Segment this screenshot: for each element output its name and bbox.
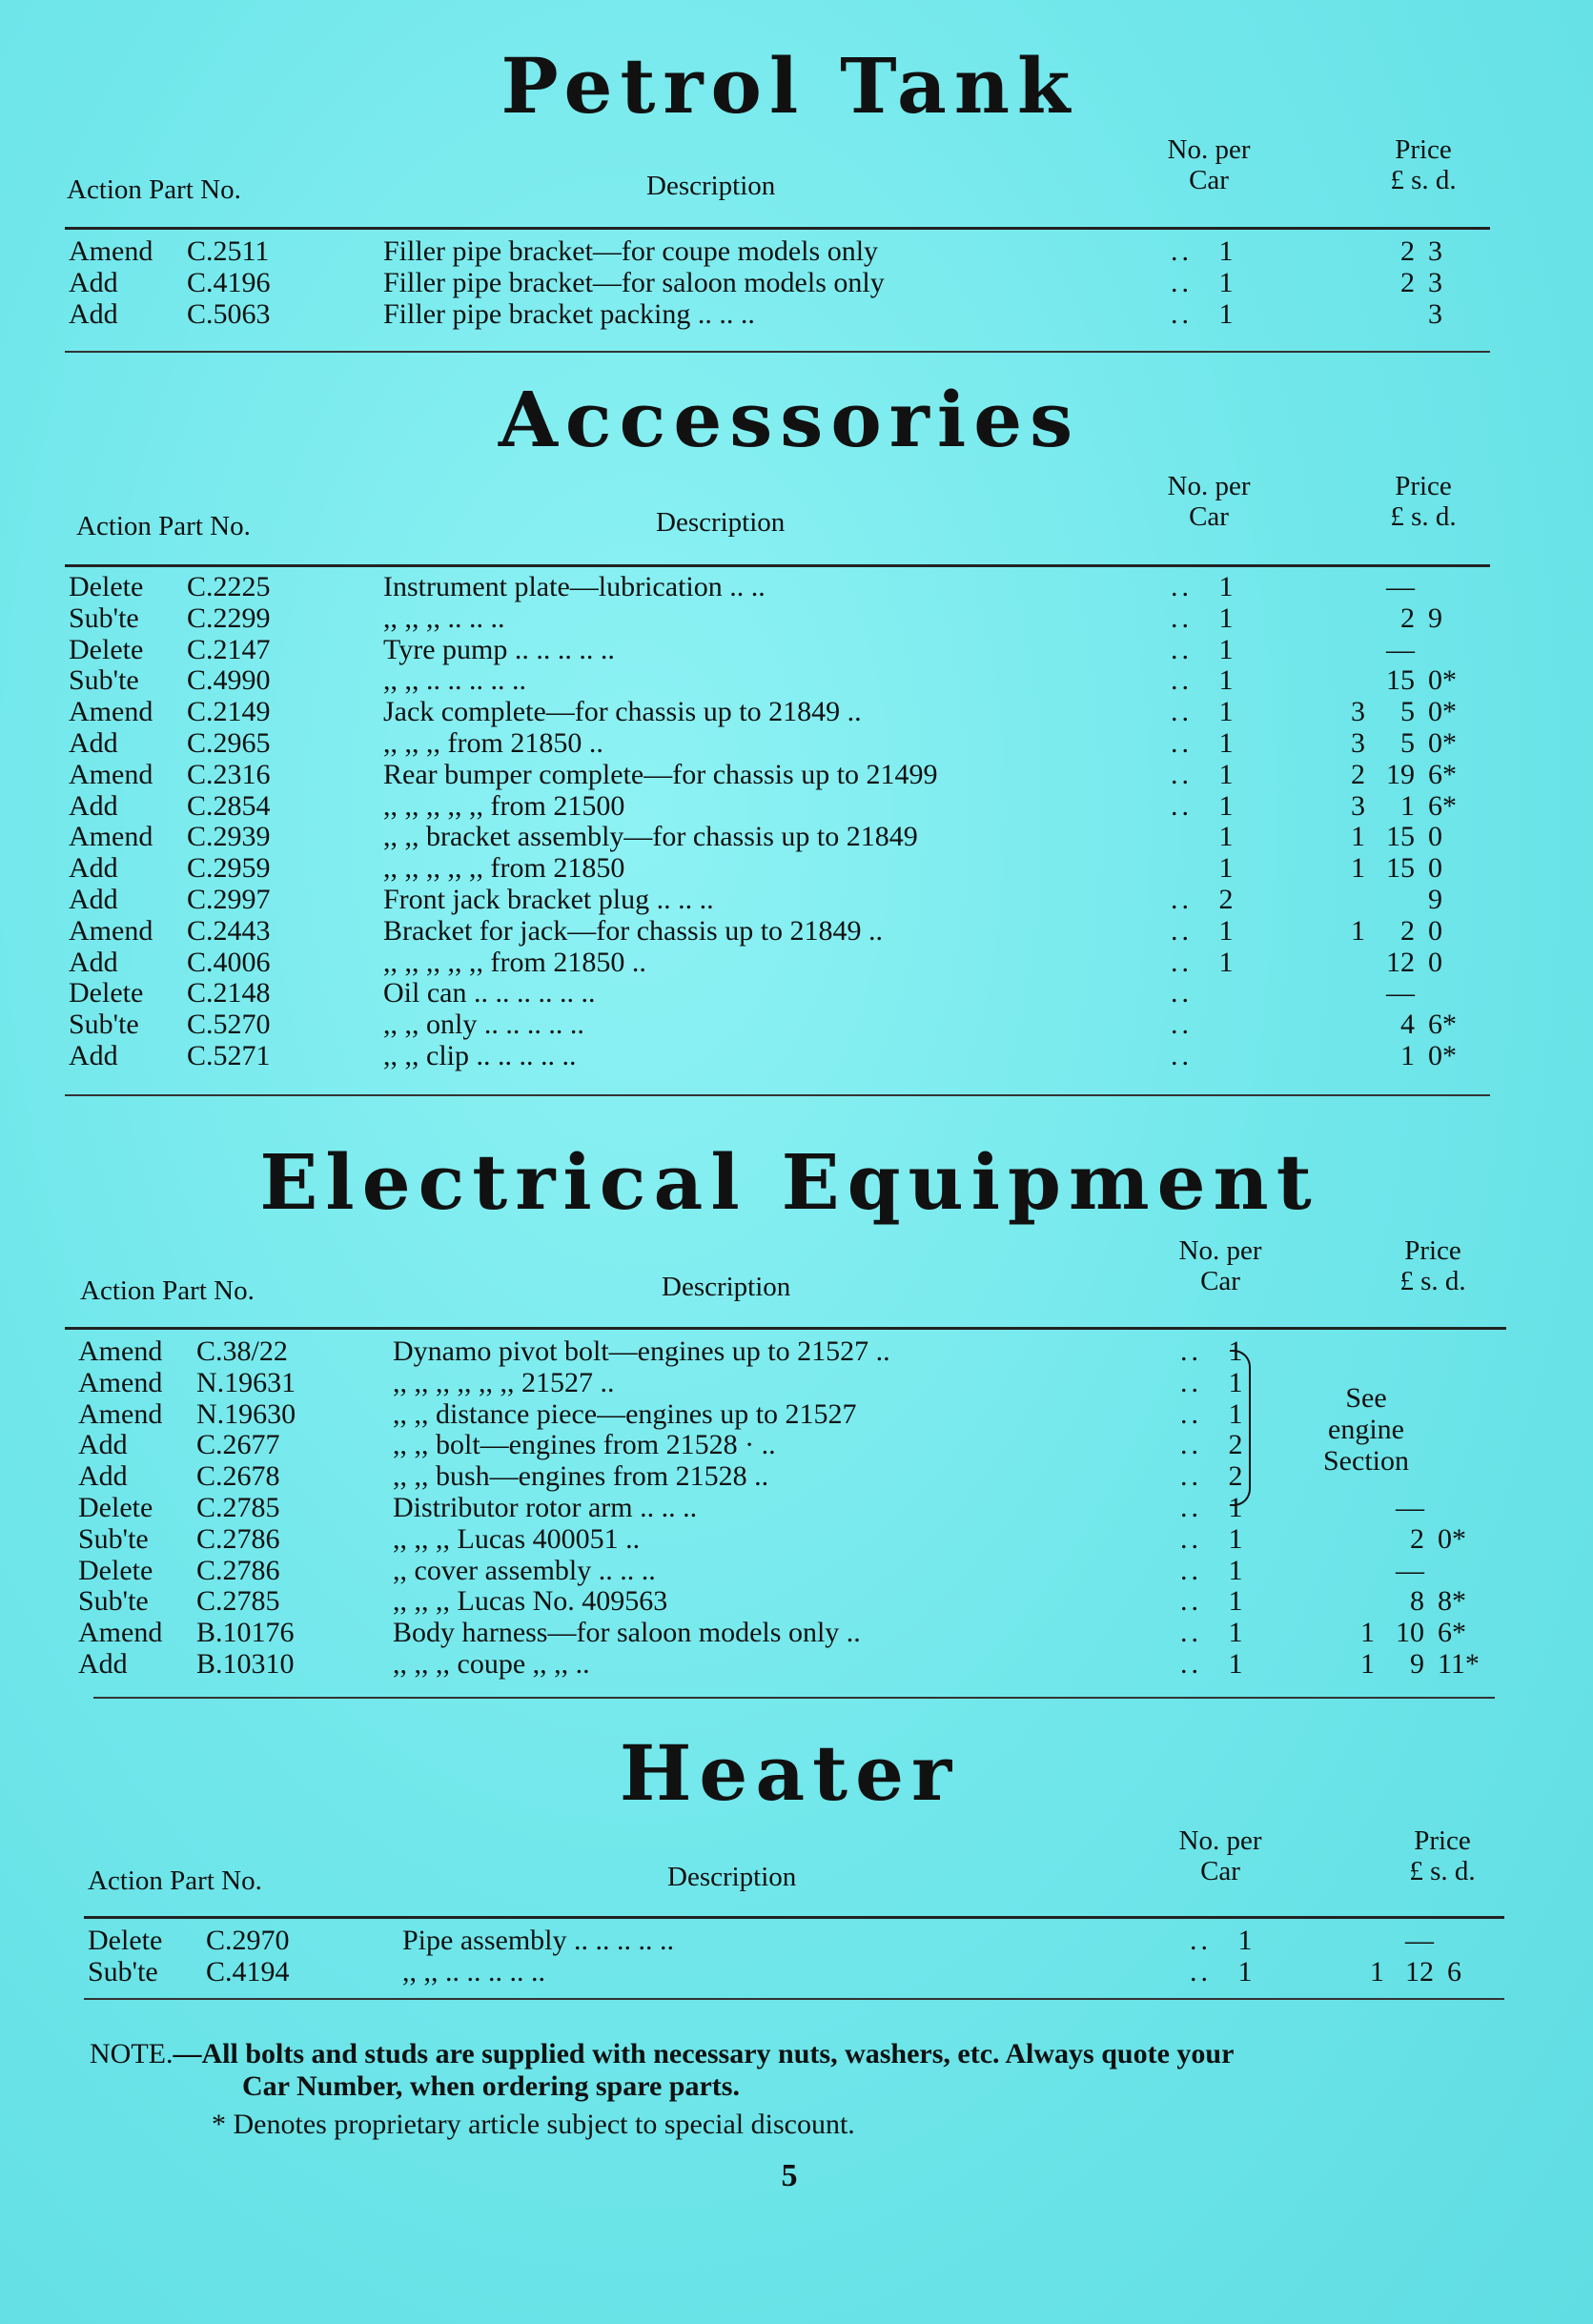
description-cell: ,, ,, ,, Lucas 400051 .. [393,1522,641,1555]
header-description: Description [667,1862,797,1892]
price-shillings-cell: 15 [1386,852,1415,885]
header-description: Description [662,1272,791,1302]
action-cell: Add [69,266,118,298]
page-number: 5 [781,2158,798,2193]
action-cell: Amend [69,696,153,728]
leader-dots: .. [1171,571,1193,602]
table-row [65,885,1514,916]
table-row [65,603,1514,635]
part-number-cell: C.2316 [187,758,271,790]
leader-dots: .. [1180,1585,1202,1618]
leader-dots: .. [1171,883,1193,915]
section-accessories [65,375,1514,1144]
header-description: Description [646,171,776,201]
action-cell: Delete [69,571,144,602]
table-row [65,760,1514,791]
price-pence-cell: 6 [1447,1955,1461,1988]
description-cell: ,, ,, distance piece—engines up to 21527 [393,1397,857,1430]
price-shillings-cell: 15 [1386,821,1415,853]
table-row [65,978,1514,1009]
action-cell: Add [69,726,118,759]
section-rule [84,1998,1504,2000]
action-cell: Amend [69,235,153,267]
section-petrol-tank [65,29,1514,343]
table-row [65,916,1514,948]
part-number-cell: C.2997 [187,883,271,915]
price-pence-cell: 0 [1428,914,1442,947]
price-shillings-cell: 12 [1405,1955,1434,1988]
description-cell: ,, ,, only .. .. .. .. .. [383,1009,584,1041]
quantity-cell: 1 [1228,1491,1243,1523]
description-cell: ,, ,, ,, Lucas No. 409563 [393,1585,668,1618]
price-shillings-cell: 5 [1400,696,1415,728]
price-pence-cell: 0 [1428,946,1442,978]
quantity-cell: 1 [1228,1617,1243,1649]
action-cell: Amend [69,914,153,947]
description-cell: ,, ,, ,, ,, ,, ,, 21527 .. [393,1366,615,1398]
price-pounds-cell: 1 [1360,1647,1375,1680]
action-cell: Add [69,946,118,978]
part-number-cell: N.19630 [196,1397,296,1430]
part-number-cell: C.2443 [187,914,271,947]
quantity-cell: 1 [1228,1647,1243,1680]
part-number-cell: C.38/22 [196,1335,288,1367]
price-pence-cell: 9 [1428,601,1442,634]
action-cell: Delete [69,633,144,665]
price-pence-cell: 0* [1428,664,1457,697]
action-cell: Sub'te [88,1955,158,1988]
description-cell: ,, ,, ,, ,, ,, from 21500 [383,789,625,822]
description-cell: Front jack bracket plug .. .. .. [383,883,714,915]
quantity-cell: 1 [1218,633,1234,665]
price-shillings-cell: 15 [1386,664,1415,697]
part-number-cell: C.4194 [206,1955,290,1988]
part-number-cell: C.2511 [187,235,270,267]
description-cell: Instrument plate—lubrication .. .. [383,571,766,602]
table-row [65,268,1514,299]
note-line-2: Car Number, when ordering spare parts. [242,2070,740,2102]
leader-dots: .. [1180,1617,1202,1649]
table-header [65,135,1514,219]
quantity-cell: 1 [1237,1925,1253,1956]
action-cell: Sub'te [69,664,139,697]
part-number-cell: C.2965 [187,726,271,759]
section-rule [93,1697,1495,1699]
price-shillings-cell: — [1386,571,1415,602]
part-number-cell: C.4006 [187,946,271,978]
leader-dots: .. [1171,1039,1193,1071]
description-cell: Filler pipe bracket packing .. .. .. [383,297,755,330]
leader-dots: .. [1171,664,1193,697]
header-price: Price £ s. d. [1409,1825,1476,1886]
leader-dots: .. [1190,1955,1212,1988]
leader-dots: .. [1180,1429,1202,1461]
leader-dots: .. [1180,1460,1202,1493]
part-number-cell: C.2785 [196,1585,280,1618]
leader-dots: .. [1171,726,1193,759]
table-header [65,1236,1514,1320]
leader-dots: .. [1180,1335,1202,1367]
table-row [65,665,1514,697]
price-shillings-cell: 2 [1410,1522,1424,1555]
description-cell: ,, ,, ,, from 21850 .. [383,726,603,759]
section-electrical-equipment [65,1137,1514,1735]
price-shillings-cell: 2 [1400,601,1415,634]
price-pence-cell: 6* [1428,789,1457,822]
part-number-cell: C.2939 [187,821,271,853]
action-cell: Add [78,1647,128,1680]
leader-dots: .. [1171,977,1193,1009]
table-row [74,1586,1514,1618]
quantity-cell: 1 [1228,1522,1243,1555]
quantity-cell: 1 [1228,1335,1243,1367]
note-label: NOTE. [90,2038,174,2069]
action-cell: Delete [78,1554,153,1586]
action-cell: Add [69,883,118,915]
quantity-cell: 2 [1228,1460,1243,1493]
action-cell: Sub'te [78,1522,149,1555]
action-cell: Amend [69,821,153,853]
quantity-cell: 1 [1228,1585,1243,1618]
description-cell: ,, ,, .. .. .. .. .. [402,1955,545,1988]
action-cell: Sub'te [78,1585,149,1618]
leader-dots: .. [1171,1009,1193,1041]
part-number-cell: C.4196 [187,266,271,298]
header-action-part: Action Part No. [67,174,241,205]
price-shillings-cell: 1 [1400,789,1415,822]
price-shillings-cell: 19 [1386,758,1415,790]
section-heater [65,1728,1514,2021]
quantity-cell: 1 [1218,696,1234,728]
description-cell: ,, ,, ,, ,, ,, from 21850 .. [383,946,646,978]
description-cell: Body harness—for saloon models only .. [393,1617,861,1649]
quantity-cell: 1 [1218,266,1234,298]
quantity-cell: 1 [1218,758,1234,790]
quantity-cell: 1 [1228,1366,1243,1398]
price-pounds-cell: 3 [1351,789,1365,822]
part-number-cell: N.19631 [196,1366,296,1398]
part-number-cell: C.2786 [196,1522,280,1555]
quantity-cell: 1 [1228,1554,1243,1586]
price-shillings-cell: — [1405,1925,1434,1956]
table-row [65,572,1514,603]
price-pence-cell: 0* [1428,726,1457,759]
table-row [65,1041,1514,1072]
price-pence-cell: 3 [1428,235,1442,267]
price-pence-cell: 3 [1428,266,1442,298]
price-pence-cell: 11* [1438,1647,1480,1680]
action-cell: Add [78,1429,128,1461]
header-action-part: Action Part No. [80,1275,255,1306]
description-cell: Filler pipe bracket—for coupe models only [383,235,879,267]
quantity-cell: 1 [1218,601,1234,634]
header-price: Price £ s. d. [1390,471,1457,532]
header-no-per-car: No. per Car [1167,134,1251,195]
part-number-cell: C.2678 [196,1460,280,1493]
description-cell: Bracket for jack—for chassis up to 21849 .. [383,914,884,947]
price-shillings-cell: 5 [1400,726,1415,759]
description-cell: Oil can .. .. .. .. .. .. [383,977,596,1009]
parts-table [84,1926,1514,1988]
description-cell: ,, cover assembly .. .. .. [393,1554,656,1586]
header-action-part: Action Part No. [88,1865,262,1896]
price-shillings-cell: — [1396,1491,1424,1523]
part-number-cell: C.5271 [187,1039,271,1071]
price-pence-cell: 9 [1428,883,1442,915]
parts-table [65,236,1514,330]
price-pounds-cell: 2 [1351,758,1365,790]
leader-dots: .. [1171,696,1193,728]
header-rule [65,564,1490,567]
quantity-cell: 1 [1218,946,1234,978]
description-cell: ,, ,, ,, ,, ,, from 21850 [383,852,625,885]
price-pence-cell: 3 [1428,297,1442,330]
action-cell: Amend [78,1335,163,1367]
action-cell: Delete [69,977,144,1009]
engine-section-note: See engine Section [1323,1382,1409,1477]
description-cell: Jack complete—for chassis up to 21849 .. [383,696,862,728]
table-row [65,948,1514,979]
quantity-cell: 1 [1218,664,1234,697]
table-header [65,472,1514,556]
price-pence-cell: 0* [1438,1522,1466,1555]
note-block [65,2038,1514,2141]
part-number-cell: C.2970 [206,1925,290,1956]
table-row [65,697,1514,728]
table-row [84,1957,1514,1988]
price-pence-cell: 6* [1428,1009,1457,1041]
quantity-cell: 1 [1218,235,1234,267]
section-title: Electrical Equipment [259,1137,1319,1227]
part-number-cell: C.2786 [196,1554,280,1586]
leader-dots: .. [1171,914,1193,947]
table-row [65,236,1514,268]
price-shillings-cell: 2 [1400,266,1415,298]
header-price: Price £ s. d. [1399,1235,1466,1296]
quantity-cell: 1 [1237,1955,1253,1988]
quantity-cell: 1 [1218,297,1234,330]
price-pence-cell: 0 [1428,821,1442,853]
description-cell: ,, ,, bolt—engines from 21528 · .. [393,1429,776,1461]
price-pence-cell: 0* [1428,1039,1457,1071]
price-shillings-cell: — [1386,633,1415,665]
price-pence-cell: 0 [1428,852,1442,885]
description-cell: Tyre pump .. .. .. .. .. [383,633,615,665]
header-description: Description [656,507,786,538]
table-row [65,791,1514,823]
part-number-cell: C.5270 [187,1009,271,1041]
action-cell: Add [69,1039,118,1071]
table-row [74,1524,1514,1556]
header-rule [84,1916,1504,1919]
price-shillings-cell: 10 [1396,1617,1424,1649]
price-pounds-cell: 1 [1351,914,1365,947]
header-rule [65,1327,1506,1330]
description-cell: Rear bumper complete—for chassis up to 21499 [383,758,938,790]
action-cell: Amend [69,758,153,790]
description-cell: Distributor rotor arm .. .. .. [393,1491,698,1523]
header-no-per-car: No. per Car [1178,1825,1262,1886]
quantity-cell: 2 [1218,883,1234,915]
action-cell: Sub'te [69,1009,139,1041]
price-pence-cell: 8* [1438,1585,1466,1618]
leader-dots: .. [1171,235,1193,267]
table-header [65,1826,1514,1910]
price-pence-cell: 0* [1428,696,1457,728]
table-row [65,728,1514,760]
part-number-cell: C.4990 [187,664,271,697]
section-title: Petrol Tank [500,41,1078,131]
leader-dots: .. [1171,789,1193,822]
quantity-cell: 1 [1218,726,1234,759]
quantity-cell: 1 [1218,852,1234,885]
table-row [74,1556,1514,1587]
price-shillings-cell: — [1396,1554,1424,1586]
leader-dots: .. [1180,1647,1202,1680]
price-pence-cell: 6* [1428,758,1457,790]
table-row [74,1649,1514,1681]
part-number-cell: C.2148 [187,977,271,1009]
description-cell: Filler pipe bracket—for saloon models only [383,266,885,298]
section-title: Accessories [498,375,1081,464]
quantity-cell: 1 [1218,821,1234,853]
leader-dots: .. [1180,1554,1202,1586]
leader-dots: .. [1180,1522,1202,1555]
action-cell: Add [78,1460,128,1493]
footnote: * Denotes proprietary article subject to special discount. [212,2109,855,2140]
price-pence-cell: 6* [1438,1617,1466,1649]
leader-dots: .. [1171,758,1193,790]
section-rule [65,1094,1490,1096]
header-price: Price £ s. d. [1390,134,1457,195]
description-cell: ,, ,, bush—engines from 21528 .. [393,1460,769,1493]
price-pounds-cell: 1 [1351,852,1365,885]
brace-bracket [1230,1350,1251,1506]
quantity-cell: 1 [1218,571,1234,602]
description-cell: Dynamo pivot bolt—engines up to 21527 .. [393,1335,890,1367]
part-number-cell: C.2677 [196,1429,280,1461]
header-no-per-car: No. per Car [1167,471,1251,532]
part-number-cell: B.10310 [196,1647,295,1680]
part-number-cell: C.2225 [187,571,271,602]
table-row [74,1618,1514,1649]
price-shillings-cell: 9 [1410,1647,1424,1680]
action-cell: Sub'te [69,601,139,634]
action-cell: Amend [78,1397,163,1430]
price-pounds-cell: 3 [1351,726,1365,759]
table-row [65,822,1514,853]
leader-dots: .. [1171,266,1193,298]
price-shillings-cell: 4 [1400,1009,1415,1041]
section-title: Heater [619,1728,960,1818]
leader-dots: .. [1180,1491,1202,1523]
action-cell: Delete [88,1925,163,1956]
table-row [74,1493,1514,1524]
part-number-cell: C.2854 [187,789,271,822]
description-cell: ,, ,, bracket assembly—for chassis up to 21849 [383,821,918,853]
price-shillings-cell: 12 [1386,946,1415,978]
header-action-part: Action Part No. [76,511,251,541]
section-rule [65,351,1490,353]
quantity-cell: 1 [1218,914,1234,947]
price-pounds-cell: 1 [1360,1617,1375,1649]
leader-dots: .. [1171,297,1193,330]
description-cell: Pipe assembly .. .. .. .. .. [402,1925,674,1956]
table-row [74,1336,1514,1368]
leader-dots: .. [1190,1925,1212,1956]
leader-dots: .. [1171,633,1193,665]
quantity-cell: 2 [1228,1429,1243,1461]
table-row [65,299,1514,331]
table-row [65,1009,1514,1041]
part-number-cell: C.2785 [196,1491,280,1523]
table-row [65,635,1514,666]
header-rule [65,227,1490,230]
leader-dots: .. [1180,1397,1202,1430]
parts-table [65,572,1514,1072]
action-cell: Amend [78,1366,163,1398]
description-cell: ,, ,, ,, .. .. .. [383,601,505,634]
leader-dots: .. [1180,1366,1202,1398]
part-number-cell: C.2299 [187,601,271,634]
action-cell: Delete [78,1491,153,1523]
action-cell: Add [69,852,118,885]
price-pounds-cell: 1 [1370,1955,1384,1988]
table-row [65,853,1514,885]
price-shillings-cell: — [1386,977,1415,1009]
action-cell: Add [69,297,118,330]
price-shillings-cell: 8 [1410,1585,1424,1618]
description-cell: ,, ,, ,, coupe ,, ,, .. [393,1647,590,1680]
leader-dots: .. [1171,946,1193,978]
action-cell: Amend [78,1617,163,1649]
action-cell: Add [69,789,118,822]
quantity-cell: 1 [1228,1397,1243,1430]
part-number-cell: C.5063 [187,297,271,330]
part-number-cell: C.2959 [187,852,271,885]
quantity-cell: 1 [1218,789,1234,822]
description-cell: ,, ,, clip .. .. .. .. .. [383,1039,577,1071]
price-pounds-cell: 1 [1351,821,1365,853]
part-number-cell: C.2147 [187,633,271,665]
price-pounds-cell: 3 [1351,696,1365,728]
part-number-cell: C.2149 [187,696,271,728]
price-shillings-cell: 1 [1400,1039,1415,1071]
part-number-cell: B.10176 [196,1617,295,1649]
note-line-1: —All bolts and studs are supplied with necessary nuts, washers, etc. Always quote your [173,2038,1235,2069]
catalogue-page [65,29,1514,2194]
leader-dots: .. [1171,601,1193,634]
table-row [84,1926,1514,1957]
description-cell: ,, ,, .. .. .. .. .. [383,664,526,697]
price-shillings-cell: 2 [1400,235,1415,267]
price-shillings-cell: 2 [1400,914,1415,947]
header-no-per-car: No. per Car [1178,1235,1262,1296]
